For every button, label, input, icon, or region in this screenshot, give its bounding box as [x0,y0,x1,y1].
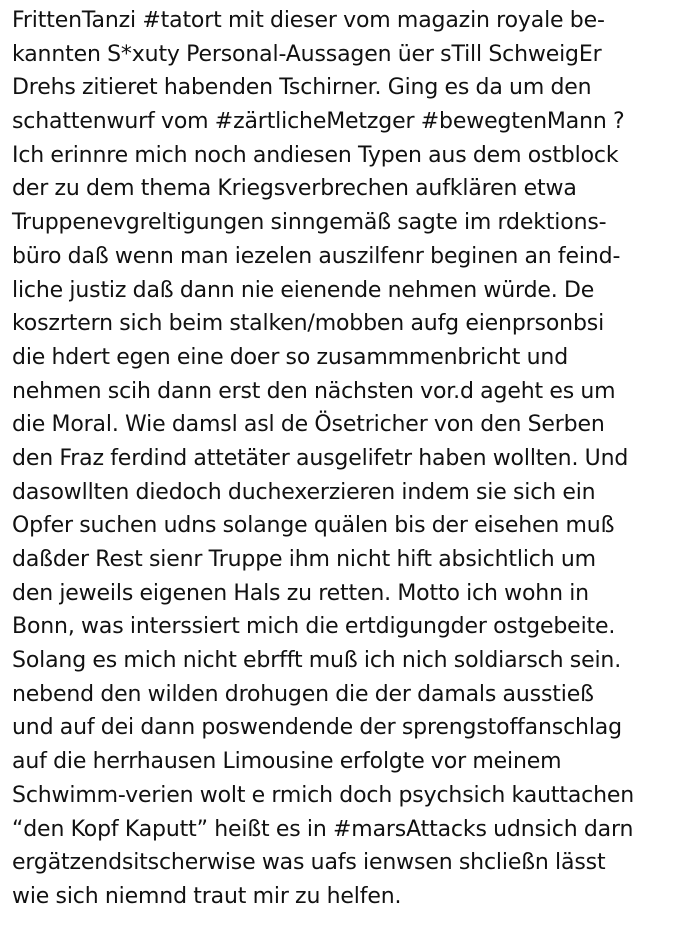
text-line: den jeweils eigenen Hals zu retten. Motto ich wohn in [12,580,589,606]
body-text [12,4,680,914]
text-line: der zu dem thema Kriegsverbrechen aufklären etwa [12,176,577,202]
text-line: daßder Rest sienr Truppe ihm nicht hift absichtlich um [12,547,596,572]
text-line: auf die herrhausen Limousine erfolgte vor meinem [12,749,562,775]
text-line: koszrtern sich beim stalken/mobben aufg eienprsonbsi [12,311,605,337]
text-line: dasowllten diedoch duchexerzieren indem sie sich ein [12,479,596,505]
text-line: Solang es mich nicht ebrfft muß ich nich soldiarsch sein. [12,648,622,674]
text-line: wie sich niemnd traut mir zu helfen. [12,883,402,909]
text-line: büro daß wenn man iezelen auszilfenr beginen an feind- [12,243,621,269]
text-line: den Fraz ferdind attetäter ausgelifetr haben wollten. Und [12,445,629,471]
text-line: die hdert egen eine doer so zusammmenbricht und [12,344,569,370]
text-line: schattenwurf vom #zärtlicheMetzger #bewegtenMann ? [12,109,625,135]
text-line: “den Kopf Kaputt” heißt es in #marsAttacks udnsich darn [12,816,634,842]
text-line: und auf dei dann poswendende der sprengstoffanschlag [12,715,622,741]
text-line: Ich erinnre mich noch andiesen Typen aus dem ostblock [12,142,619,168]
text-line: kannten S*xuty Personal-Aussagen üer sTill SchweigEr [12,41,602,67]
text-line: nebend den wilden drohugen die der damals ausstieß [12,681,594,707]
text-line: liche justiz daß dann nie eienende nehmen würde. De [12,277,595,303]
text-line: Truppenevgreltigungen sinngemäß sagte im rdektions- [12,210,607,236]
text-line: die Moral. Wie damsl asl de Ösetricher von den Serben [12,412,605,438]
text-line: Bonn, was interssiert mich die ertdigungder ostgebeite. [12,614,616,640]
text-line: FrittenTanzi #tatort mit dieser vom magazin royale be- [12,8,605,33]
text-line: Schwimm-verien wolt e rmich doch psychsich kauttachen [12,782,635,808]
text-line: ergätzendsitscherwise was uafs ienwsen shcließn lässt [12,850,606,876]
text-line: Opfer suchen udns solange quälen bis der eisehen muß [12,513,615,539]
text-line: nehmen scih dann erst den nächsten vor.d ageht es um [12,378,616,404]
text-line: Drehs zitieret habenden Tschirner. Ging es da um den [12,75,592,101]
